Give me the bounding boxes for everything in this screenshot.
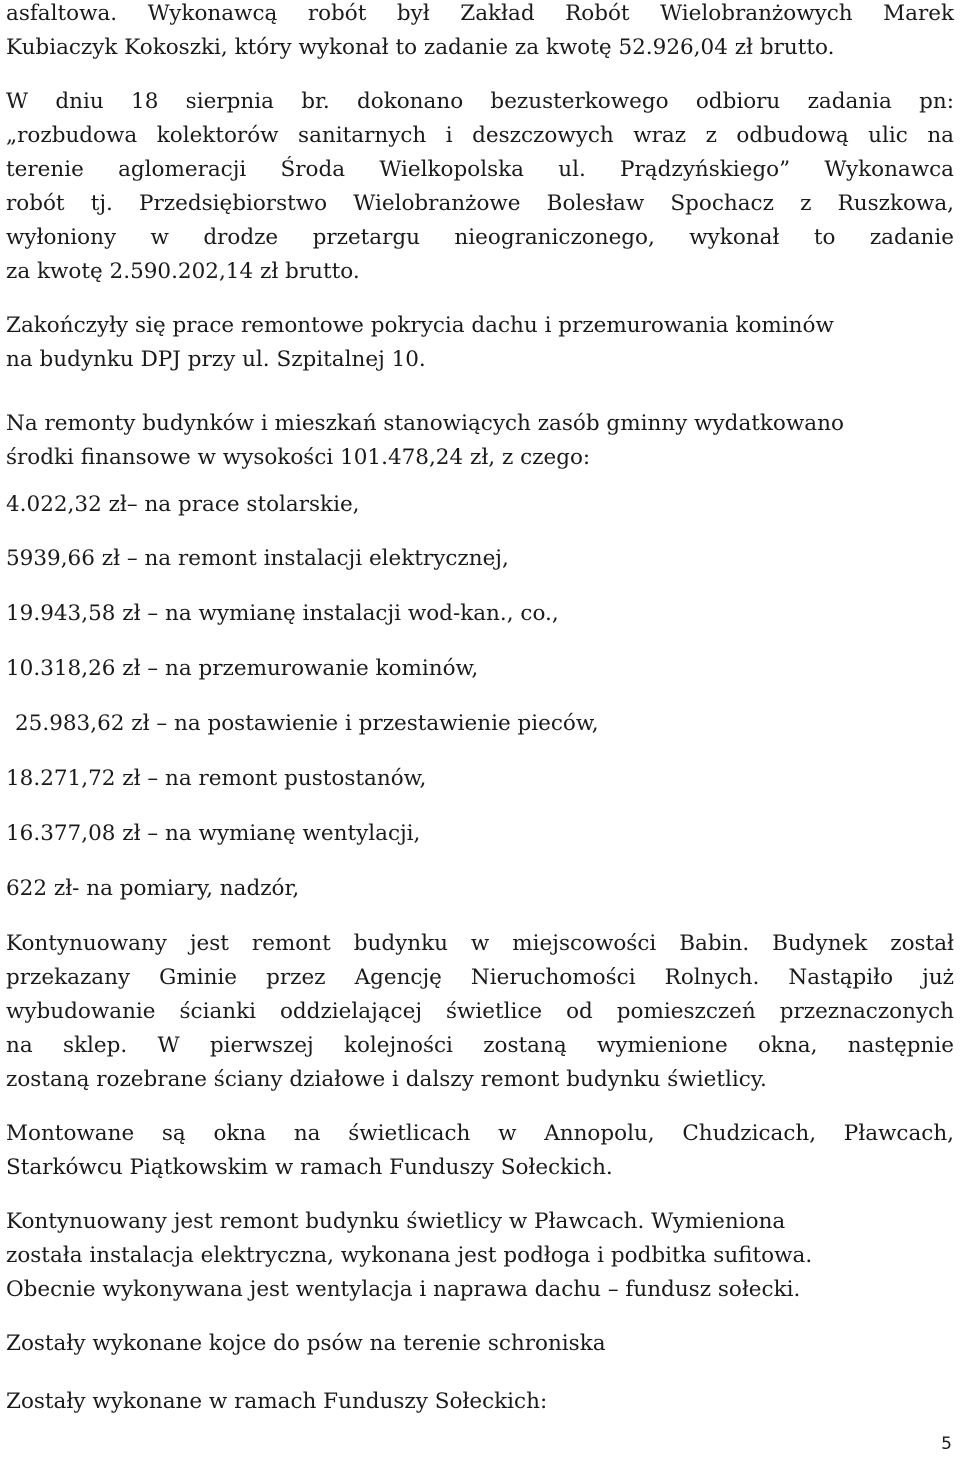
text-line: terenie aglomeracji Środa Wielkopolska ul. Prądzyńskiego” Wykonawca [6,157,954,182]
paragraph-housing-expenses [6,411,954,475]
expense-item: 25.983,62 zł – na postawienie i przestawienie pieców, [15,711,599,736]
paragraph-village-funds [6,1389,954,1419]
text-line: środki finansowe w wysokości 101.478,24 zł, z czego: [6,445,591,470]
text-line: na budynku DPJ przy ul. Szpitalnej 10. [6,347,426,372]
text-line: Kontynuowany jest remont budynku świetlicy w Pławcach. Wymieniona [6,1209,786,1234]
text-line: wybudowanie ścianki oddzielającej świetlice od pomieszczeń przeznaczonych [6,999,954,1024]
text-line: W dniu 18 sierpnia br. dokonano bezusterkowego odbioru zadania pn: [6,89,954,114]
paragraph-contractor-asphalt [6,1,954,65]
text-line: Zostały wykonane w ramach Funduszy Sołeckich: [6,1389,548,1414]
expense-item: 10.318,26 zł – na przemurowanie kominów, [6,656,479,681]
expense-item: 5939,66 zł – na remont instalacji elektrycznej, [6,546,509,571]
text-line: Na remonty budynków i mieszkań stanowiących zasób gminny wydatkowano [6,411,844,436]
expense-item: 622 zł- na pomiary, nadzór, [6,876,300,901]
text-line: za kwotę 2.590.202,14 zł brutto. [6,259,360,284]
text-line: Kontynuowany jest remont budynku w miejscowości Babin. Budynek został [6,931,954,956]
page-number: 5 [941,1434,952,1454]
text-line: Obecnie wykonywana jest wentylacja i naprawa dachu – fundusz sołecki. [6,1277,801,1302]
text-line: robót tj. Przedsiębiorstwo Wielobranżowe Bolesław Spochacz z Ruszkowa, [6,191,954,216]
text-line: „rozbudowa kolektorów sanitarnych i deszczowych wraz z odbudową ulic na [6,123,954,148]
text-line: przekazany Gminie przez Agencję Nieruchomości Rolnych. Nastąpiło już [6,965,954,990]
text-line: Starkówcu Piątkowskim w ramach Funduszy Sołeckich. [6,1155,613,1180]
text-line: zostaną rozebrane ściany działowe i dalszy remont budynku świetlicy. [6,1067,767,1092]
expense-item: 18.271,72 zł – na remont pustostanów, [6,766,427,791]
expense-item: 16.377,08 zł – na wymianę wentylacji, [6,821,421,846]
text-line: Zostały wykonane kojce do psów na terenie schroniska [6,1331,606,1356]
paragraph-roof-repair [6,313,954,377]
paragraph-windows [6,1121,954,1185]
text-line: na sklep. W pierwszej kolejności zostaną wymienione okna, następnie [6,1033,954,1058]
text-line: Kubiaczyk Kokoszki, który wykonał to zadanie za kwotę 52.926,04 zł brutto. [6,35,835,60]
paragraph-sewer-acceptance [6,89,954,289]
paragraph-babin-building [6,931,954,1097]
text-line: wyłoniony w drodze przetargu nieograniczonego, wykonał to zadanie [6,225,954,250]
paragraph-dog-kennels [6,1331,954,1361]
paragraph-plawce-hall [6,1209,954,1307]
text-line: Zakończyły się prace remontowe pokrycia dachu i przemurowania kominów [6,313,834,338]
text-line: asfaltowa. Wykonawcą robót był Zakład Robót Wielobranżowych Marek [6,1,954,26]
text-line: Montowane są okna na świetlicach w Annopolu, Chudzicach, Pławcach, [6,1121,954,1146]
expense-item: 4.022,32 zł– na prace stolarskie, [6,492,360,517]
text-line: została instalacja elektryczna, wykonana jest podłoga i podbitka sufitowa. [6,1243,813,1268]
expense-item: 19.943,58 zł – na wymianę instalacji wod-kan., co., [6,601,559,626]
